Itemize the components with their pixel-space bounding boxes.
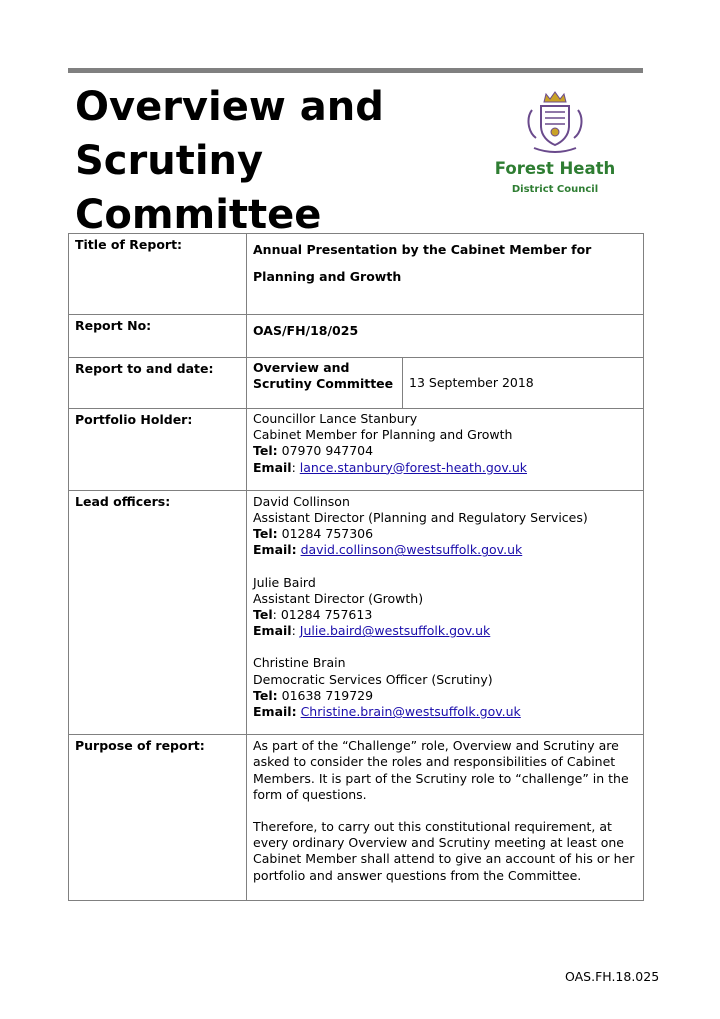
officer-tel: Tel: 01284 757613	[253, 607, 373, 623]
committee-title-line: Committee	[75, 192, 322, 238]
officer-email-link[interactable]: Christine.brain@westsuffolk.gov.uk	[300, 704, 521, 720]
portfolio-email-link[interactable]: lance.stanbury@forest-heath.gov.uk	[299, 459, 527, 475]
portfolio-holder	[247, 409, 644, 491]
logo-subtitle: District Council	[511, 184, 599, 195]
committee-title	[75, 80, 475, 242]
logo-name: Forest Heath	[494, 159, 616, 178]
officer-email-link[interactable]: Julie.baird@westsuffolk.gov.uk	[299, 623, 491, 639]
report-to-value: Overview and Scrutiny Committee	[247, 358, 403, 409]
header-rule	[68, 68, 643, 73]
officer-name: David Collinson	[253, 493, 350, 509]
committee-title-line: Scrutiny	[75, 138, 264, 184]
portfolio-tel: Tel: 07970 947704	[253, 443, 374, 459]
purpose-row	[69, 735, 644, 901]
purpose-text	[247, 735, 644, 901]
officer-role: Democratic Services Officer (Scrutiny)	[253, 671, 493, 687]
purpose-paragraph: Therefore, to carry out this constitutional requirement, at every ordinary Overview and Scrutiny meeting at least one Cabinet Member shall attend to give an account of his or her portfolio and answer questions from the Committee.	[253, 819, 635, 883]
title-label: Title of Report:	[69, 234, 247, 315]
report-title: Annual Presentation by the Cabinet Member for Planning and Growth	[247, 234, 644, 315]
officer-block	[253, 494, 637, 559]
officer-email: Email: Christine.brain@westsuffolk.gov.uk	[253, 704, 521, 720]
officer-name: Christine Brain	[253, 655, 346, 671]
officer-email: Email: david.collinson@westsuffolk.gov.uk	[253, 542, 523, 558]
report-no-label: Report No:	[69, 315, 247, 358]
portfolio-row	[69, 409, 644, 491]
purpose-label: Purpose of report:	[69, 735, 247, 901]
report-to-row	[69, 358, 644, 409]
report-no-value: OAS/FH/18/025	[247, 315, 644, 358]
committee-title-line: Overview and	[75, 84, 384, 130]
lead-officers	[247, 490, 644, 734]
report-details-table	[68, 233, 644, 901]
report-no-row	[69, 315, 644, 358]
officer-email-link[interactable]: david.collinson@westsuffolk.gov.uk	[300, 542, 523, 558]
council-logo	[486, 88, 624, 206]
purpose-paragraph: As part of the “Challenge” role, Overview and Scrutiny are asked to consider the roles and responsibilities of Cabinet Members. It is part of the Scrutiny role to “challenge” in the form of questions.	[253, 738, 629, 802]
officer-name: Julie Baird	[253, 574, 316, 590]
officer-block	[253, 575, 637, 640]
portfolio-name: Councillor Lance Stanbury	[253, 411, 418, 426]
lead-officers-label: Lead officers:	[69, 490, 247, 734]
report-to-label: Report to and date:	[69, 358, 247, 409]
officer-role: Assistant Director (Planning and Regulatory Services)	[253, 510, 588, 526]
report-date: 13 September 2018	[403, 358, 644, 409]
portfolio-label: Portfolio Holder:	[69, 409, 247, 491]
title-row	[69, 234, 644, 315]
officer-email: Email: Julie.baird@westsuffolk.gov.uk	[253, 623, 491, 639]
officer-role: Assistant Director (Growth)	[253, 590, 424, 606]
portfolio-role: Cabinet Member for Planning and Growth	[253, 427, 513, 443]
lead-officers-row	[69, 490, 644, 734]
officer-tel: Tel: 01638 719729	[253, 687, 374, 703]
portfolio-email: Email: lance.stanbury@forest-heath.gov.uk	[253, 459, 527, 475]
officer-tel: Tel: 01284 757306	[253, 526, 374, 542]
officer-block	[253, 655, 637, 720]
council-crest-icon	[486, 88, 624, 160]
footer-reference: OAS.FH.18.025	[565, 969, 660, 984]
